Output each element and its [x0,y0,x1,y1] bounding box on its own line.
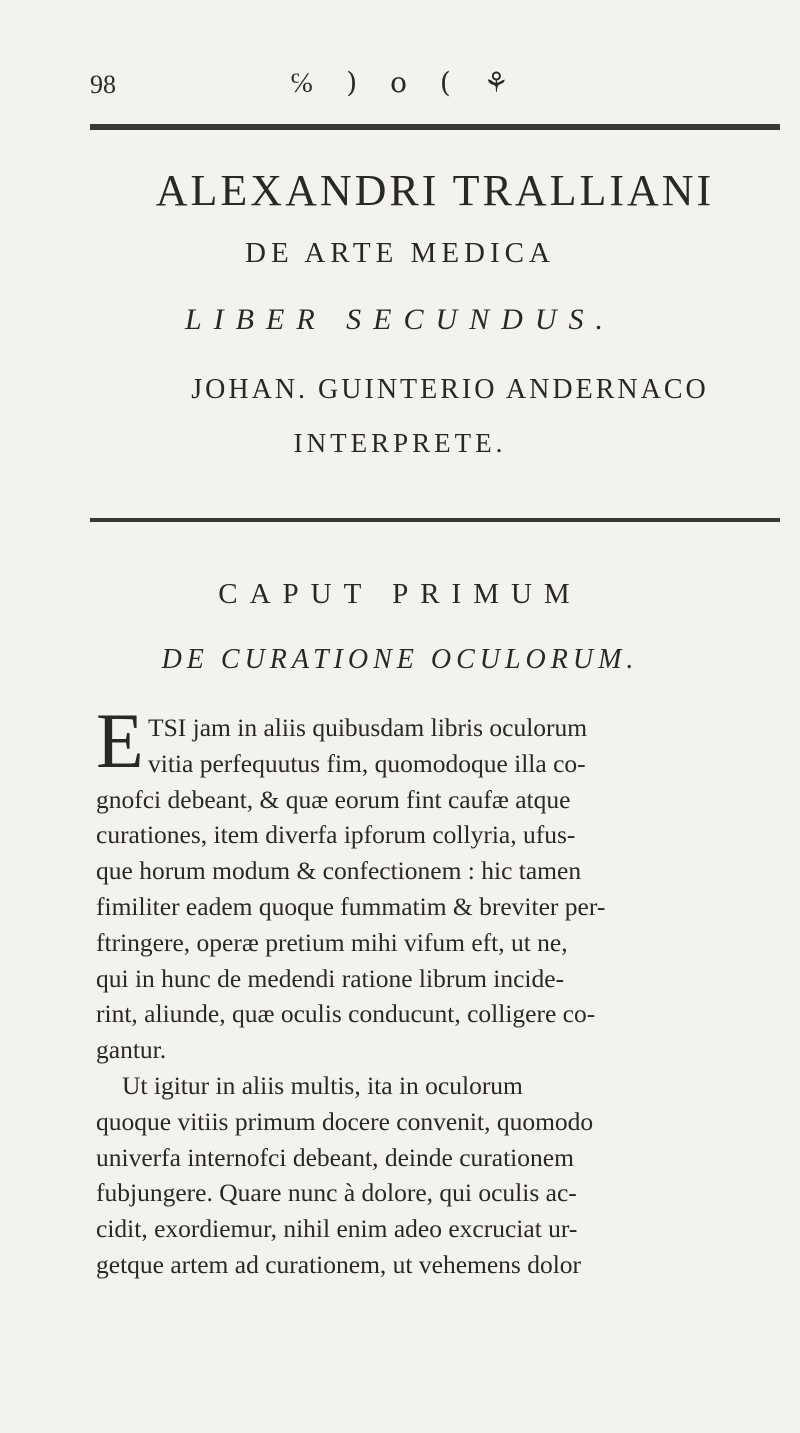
translator-name: JOHAN. GUINTERIO ANDERNACO [191,374,709,405]
author-title: ALEXANDRI TRALLIANI [155,166,715,215]
text-line: que horum modum & confectionem : hic tamen [96,856,582,886]
translator-role: INTERPRETE. [293,428,507,458]
text-line: TSI jam in aliis quibusdam libris oculorum [148,713,588,742]
text-line: getque artem ad curationem, ut vehemens dolor [96,1249,582,1279]
text-line: gantur. [96,1035,167,1065]
text-line: quoque vitiis primum docere convenit, quomodo [96,1106,594,1136]
page-number: 98 [90,70,116,99]
section-rule [90,518,780,522]
book-title: LIBER SECUNDUS. [185,303,615,336]
text-line: curationes, item diverfa ipforum collyria, ufus- [96,820,576,850]
text-line: univerfa internofci debeant, deinde curationem [96,1142,574,1172]
running-header [90,66,740,110]
text-line: Ut igitur in aliis multis, ita in oculorum [122,1070,523,1100]
text-line: rint, aliunde, quæ oculis conducunt, colligere co- [96,999,596,1029]
text-line: gnofci debeant, & quæ eorum fint caufæ atque [96,784,571,814]
header-ornament: ℅ ) o ( ⚘ [290,66,521,99]
chapter-subheading: DE CURATIONE OCULORUM. [161,644,639,675]
body-text [96,710,796,1283]
header-rule [90,124,780,130]
text-line: fubjungere. Quare nunc à dolore, qui oculis ac- [96,1178,577,1208]
text-line: fimiliter eadem quoque fummatim & breviter per- [96,891,606,921]
chapter-heading: CAPUT PRIMUM [218,578,582,610]
text-line: vitia perfequutus fim, quomodoque illa co- [148,748,586,778]
text-line: ftringere, operæ pretium mihi vifum eft, ut ne, [96,927,568,957]
drop-cap: E [96,697,144,784]
work-title: DE ARTE MEDICA [245,237,555,269]
text-line: cidit, exordiemur, nihil enim adeo excruciat ur- [96,1214,578,1244]
text-line: qui in hunc de medendi ratione librum incide- [96,963,565,993]
